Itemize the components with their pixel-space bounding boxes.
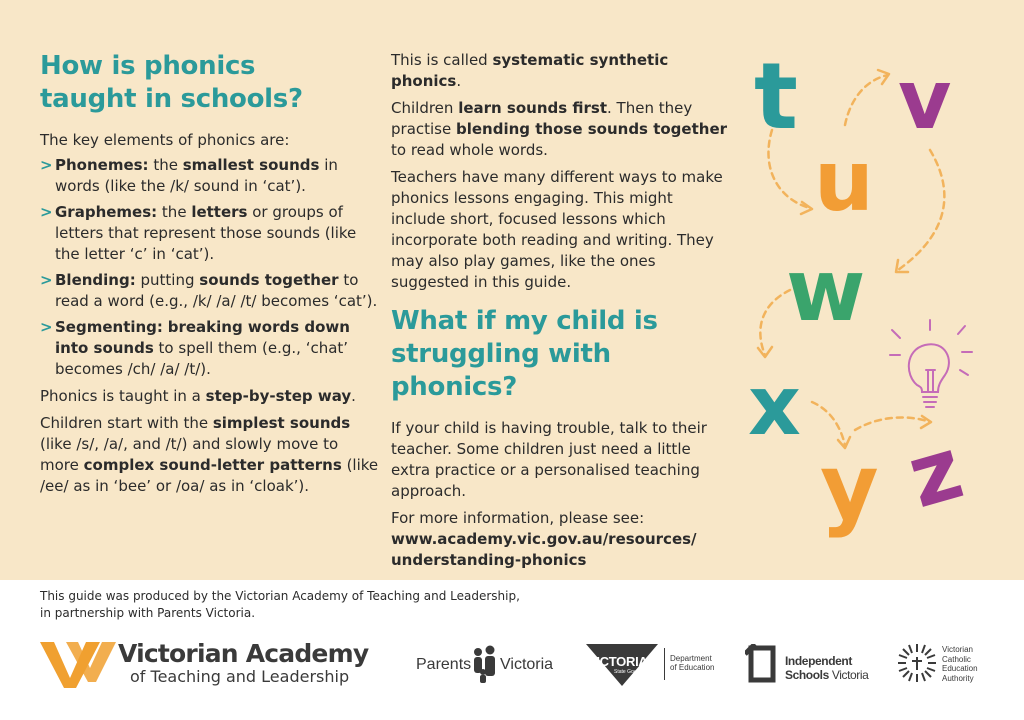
chevron-right-icon: >: [40, 203, 53, 221]
vcea-text: [942, 645, 978, 683]
logo-text: Schools: [785, 668, 829, 682]
section-heading-struggling: [391, 305, 731, 404]
chevron-right-icon: >: [40, 156, 53, 174]
text-run-bold: complex sound-letter patterns: [83, 456, 342, 474]
text-run: the: [148, 156, 183, 174]
logo-text: Victoria: [828, 668, 869, 682]
text-run-bold: simplest sounds: [212, 414, 351, 432]
key-elements-list: [40, 155, 380, 380]
logo-text: Department: [670, 654, 712, 663]
letter-u: u: [814, 132, 874, 230]
text-run-bold: breaking words down into sounds: [55, 318, 350, 357]
text-run: to spell them (e.g., ‘chat’ becomes /ch/ /a/ /t/).: [55, 339, 349, 378]
text-run: .: [351, 387, 356, 405]
text-run: Children: [391, 99, 459, 117]
text-run-bold: systematic synthetic phonics: [391, 51, 669, 90]
logo-text: State Government: [614, 669, 655, 675]
text-run: This is called: [391, 51, 493, 69]
text-run: putting: [135, 271, 200, 289]
family-icon: [470, 644, 500, 684]
text-run: .: [456, 72, 462, 90]
victorian-academy-logo[interactable]: [40, 636, 380, 692]
alphabet-illustration: [740, 30, 1024, 570]
trouble-paragraph: If your child is having trouble, talk to their teacher. Some children just need a little extra practice or a personalised teaching approach.: [391, 419, 707, 500]
intro-text: The key elements of phonics are:: [40, 131, 290, 149]
text-run-bold: smallest sounds: [182, 156, 320, 174]
logo-text: Authority: [942, 673, 974, 683]
text-run-bold: learn sounds first: [458, 99, 608, 117]
dashed-arrow-path: [898, 150, 944, 270]
list-item: [40, 155, 380, 197]
text-run: or groups of letters that represent those sounds (like the letter ‘c’ in ‘cat’).: [55, 203, 357, 263]
text-run-bold: Blending:: [55, 271, 136, 289]
text-run: the: [157, 203, 192, 221]
resource-link[interactable]: [391, 529, 731, 571]
vcea-logo[interactable]: [896, 642, 996, 686]
list-item: [40, 202, 380, 265]
text-run: to read whole words.: [391, 141, 548, 159]
letter-z: z: [897, 418, 974, 529]
simplest-sounds-paragraph: [40, 413, 380, 497]
isv-mark-icon: [745, 644, 779, 684]
left-column: [40, 50, 380, 497]
logo-divider: [664, 648, 665, 680]
department-text: [670, 654, 714, 672]
academy-chevron-icon: [40, 638, 118, 692]
letter-w: w: [786, 241, 866, 341]
link-line[interactable]: understanding-phonics: [391, 551, 587, 569]
footer-credit: [40, 588, 600, 622]
logo-text: Parents: [416, 656, 472, 673]
logo-text: Catholic: [942, 654, 971, 664]
text-run: (like /ee/ as in ‘bee’ or /oa/ as in ‘cloak’).: [40, 456, 379, 495]
victoria-state-government-logo[interactable]: [586, 642, 726, 686]
arrow-head: [758, 347, 772, 357]
heading-line: How is phonics: [40, 51, 256, 81]
logo-text: Victorian: [942, 645, 973, 654]
heading-line: What if my child is: [391, 306, 658, 336]
step-by-step-paragraph: [40, 386, 380, 407]
text-run: (like /s/, /a/, and /t/) and slowly move to more: [40, 435, 339, 474]
section-heading-how: [40, 50, 380, 116]
logo-text: VICTORIA: [588, 654, 648, 669]
list-item: [40, 317, 380, 380]
heading-line: struggling with phonics?: [391, 339, 611, 402]
logo-text-line: [785, 668, 868, 682]
lightbulb-icon: [890, 320, 972, 407]
list-item: [40, 270, 380, 312]
text-run-bold: sounds together: [199, 271, 339, 289]
independent-schools-victoria-logo[interactable]: [745, 644, 875, 686]
letter-t: t: [754, 43, 798, 150]
logo-title: Victorian Academy: [118, 639, 369, 668]
more-info-text: For more information, please see:: [391, 509, 645, 527]
learn-sounds-paragraph: [391, 98, 731, 161]
letter-x: x: [748, 359, 801, 454]
link-line[interactable]: www.academy.vic.gov.au/resources/: [391, 530, 697, 548]
text-run-bold: letters: [191, 203, 248, 221]
chevron-right-icon: >: [40, 271, 53, 289]
logo-text: Education: [942, 664, 978, 673]
logo-text: of Education: [670, 663, 715, 672]
text-run: Phonics is taught in a: [40, 387, 206, 405]
text-run-bold: Graphemes:: [55, 203, 158, 221]
parents-victoria-logo[interactable]: [416, 644, 561, 684]
logo-text: Independent: [785, 654, 852, 668]
footer-line: in partnership with Parents Victoria.: [40, 606, 256, 620]
text-run-bold: step-by-step way: [205, 387, 352, 405]
logo-text: Victoria: [500, 656, 554, 673]
chevron-right-icon: >: [40, 318, 53, 336]
letter-y: y: [820, 435, 879, 540]
text-run-bold: blending those sounds together: [456, 120, 728, 138]
text-run: to read a word (e.g., /k/ /a/ /t/ becomes ‘cat’).: [55, 271, 378, 310]
sunburst-cross-icon: [896, 642, 938, 684]
text-run: in words (like the /k/ sound in ‘cat’).: [55, 156, 338, 195]
text-run: . Then they practise: [391, 99, 693, 138]
text-run-bold: Phonemes:: [55, 156, 149, 174]
logo-subtitle: of Teaching and Leadership: [130, 667, 350, 686]
letter-v: v: [898, 53, 952, 148]
text-run-bold: Segmenting:: [55, 318, 163, 336]
middle-column: [391, 50, 731, 571]
heading-line: taught in schools?: [40, 84, 303, 114]
footer-line: This guide was produced by the Victorian Academy of Teaching and Leadership,: [40, 589, 520, 603]
text-run: Children start with the: [40, 414, 213, 432]
systematic-paragraph: [391, 50, 731, 92]
teachers-paragraph: Teachers have many different ways to make phonics lessons engaging. This might include short, focused lessons which incorporate both reading and writing. They may also play games, like the ones suggested in this guide.: [391, 168, 723, 291]
